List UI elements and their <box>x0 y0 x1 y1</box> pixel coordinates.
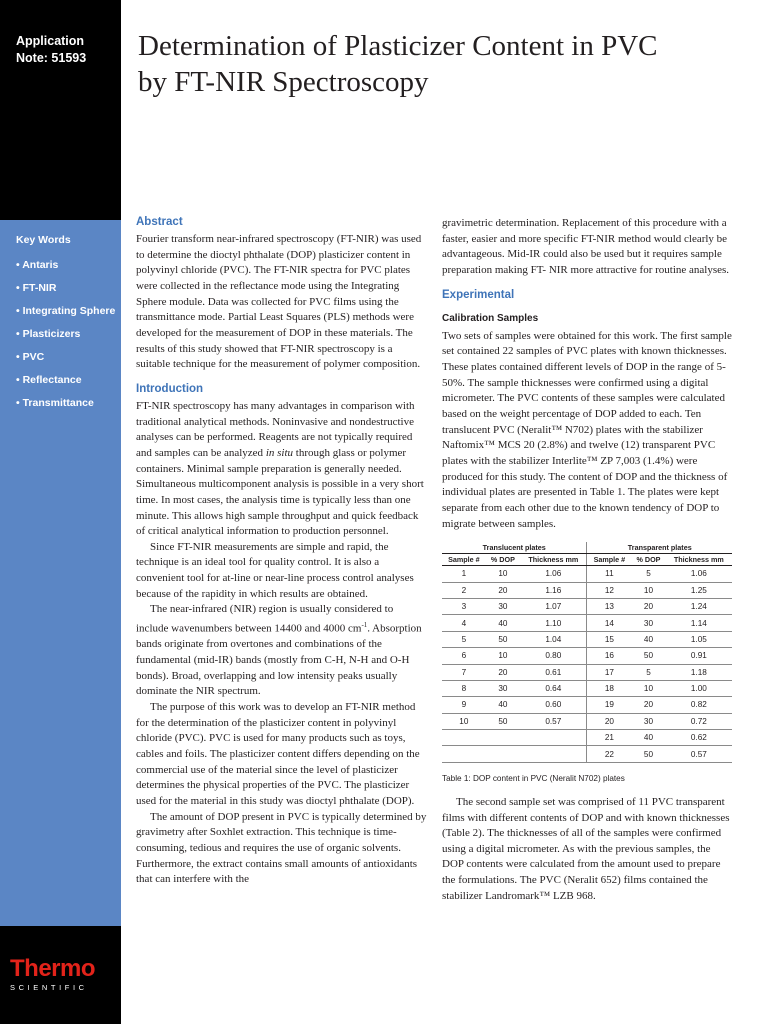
table-cell: 10 <box>486 566 520 582</box>
table-cell: 0.91 <box>666 648 732 664</box>
table-cell: 1.25 <box>666 582 732 598</box>
table-cell: 14 <box>587 615 631 631</box>
table-cell: 19 <box>587 697 631 713</box>
column-header: Sample # <box>442 554 486 566</box>
table-cell: 12 <box>587 582 631 598</box>
page-title <box>138 28 748 100</box>
table-cell: 40 <box>631 631 665 647</box>
column-header: % DOP <box>631 554 665 566</box>
table-cell: 9 <box>442 697 486 713</box>
abstract-text: Fourier transform near-infrared spectroscopy (FT-NIR) was used to determine the dioctyl phthalate (DOP) plasticizer content in polyvinyl chloride (PVC). The FT-NIR spectra for PVC plates were collected in the reflectance mode using the Integrating Sphere module. Data was collected for PVC films using the transmittance mode. Partial Least Squares (PLS) methods were developed for the measurement of DOP in these materials. The results of this study showed that FT-NIR spectroscopy is a suitable technique for the measurement of polymer composition. <box>136 233 422 371</box>
intro-paragraph-5: The amount of DOP present in PVC is typically determined by gravimetry after Soxhlet extraction. This technique is time-consuming, tedious and requires the use of organic solvents. Furthermore, the extract contains small amounts of antioxidants that can interfere with the <box>136 810 427 886</box>
table-cell: 50 <box>486 713 520 729</box>
table-row <box>442 713 732 729</box>
table-cell: 0.72 <box>666 713 732 729</box>
table-cell: 10 <box>631 582 665 598</box>
table-cell: 0.57 <box>666 746 732 762</box>
table-cell: 13 <box>587 598 631 614</box>
table-cell: 20 <box>631 697 665 713</box>
column-header: Thickness mm <box>666 554 732 566</box>
table-row <box>442 631 732 647</box>
table-cell: 2 <box>442 582 486 598</box>
table-row <box>442 664 732 680</box>
column-header: Thickness mm <box>520 554 587 566</box>
table-cell: 5 <box>631 566 665 582</box>
table-cell: 30 <box>486 680 520 696</box>
table-cell: 10 <box>442 713 486 729</box>
intro-paragraph-2: Since FT-NIR measurements are simple and rapid, the technique is an ideal tool for quality control. It is also a convenient tool for at-line or near-line process control analyses because of the rapidity in which results are obtained. <box>136 540 414 600</box>
thermo-scientific-logo <box>10 957 115 992</box>
table-cell: 10 <box>631 680 665 696</box>
app-note-number: Note: 51593 <box>16 51 87 65</box>
table-cell <box>486 746 520 762</box>
table-cell: 1.14 <box>666 615 732 631</box>
table-cell: 6 <box>442 648 486 664</box>
table-cell: 40 <box>486 615 520 631</box>
table-cell: 0.61 <box>520 664 587 680</box>
table-cell: 50 <box>631 648 665 664</box>
table-row <box>442 566 732 582</box>
app-note-line1: Application <box>16 34 85 48</box>
table-cell: 5 <box>442 631 486 647</box>
table-cell: 1.04 <box>520 631 587 647</box>
keyword-item: • Transmittance <box>16 397 94 409</box>
keyword-item: • Antaris <box>16 259 59 271</box>
calibration-samples-heading: Calibration Samples <box>442 312 539 324</box>
table-row <box>442 730 732 746</box>
table-row <box>442 746 732 762</box>
table-cell: 40 <box>486 697 520 713</box>
table-cell: 20 <box>631 598 665 614</box>
keywords-list <box>16 257 116 418</box>
keywords-title: Key Words <box>16 234 71 246</box>
keyword-item: • Plasticizers <box>16 328 81 340</box>
table-cell: 1.10 <box>520 615 587 631</box>
keyword-item: • Reflectance <box>16 374 82 386</box>
table-cell: 22 <box>587 746 631 762</box>
table-cell <box>442 746 486 762</box>
calibration-paragraph-1: Two sets of samples were obtained for this work. The first sample set contained 22 samples of PVC plates with known thicknesses. These plates contained different levels of DOP in the range of 5-50%. The sample thicknesses were confirmed using a digital micrometer. The PVC contents of these samples were calculated based on the weight percentage of DOP added to each. Ten translucent PVC (Neralit™ N702) plates with the stabilizer Naftomix™ MCS 20 (2.8%) and twelve (12) transparent PVC plates with the stabilizer Interlite™ ZP 7,003 (1.4%) were produced for this study. The content of DOP and the thickness of individual plates are presented in Table 1. The plates were kept separate from each other due to the known tendency of DOP to migrate between samples. <box>442 329 732 530</box>
table-cell: 30 <box>631 615 665 631</box>
intro-paragraph-1: FT-NIR spectroscopy has many advantages in comparison with traditional analytical methods. Noninvasive and nondestructive analyses can be performed. Reagents are not typically required and samples can be analyzed in situ through glass or polymer containers. Minimal sample preparation is generally needed. Simultaneous multicomponent analysis is possible in a very short time. In most cases, the analysis time is typically less than one minute. This allows high sample throughput and quick feedback of critical analytical information to production personnel. <box>136 399 424 538</box>
table-cell: 0.64 <box>520 680 587 696</box>
table-cell: 30 <box>486 598 520 614</box>
table-cell: 0.80 <box>520 648 587 664</box>
intro-paragraph-4: The purpose of this work was to develop an FT-NIR method for the determination of the plasticizer content in polyvinyl chloride (PVC). PVC is used for many products such as toys, cables and foils. The plasticizer content differs depending on the commercial use of the material since the level of plasticizer determines the physical properties of the PVC. The plasticizer used for the material in this study was dioctyl phthalate (DOP). <box>136 701 420 807</box>
table-cell <box>520 730 587 746</box>
table-cell: 11 <box>587 566 631 582</box>
table-cell: 50 <box>631 746 665 762</box>
table-cell: 1.16 <box>520 582 587 598</box>
table-cell <box>442 730 486 746</box>
table-cell: 1.05 <box>666 631 732 647</box>
experimental-heading: Experimental <box>442 288 515 301</box>
table-cell: 1.18 <box>666 664 732 680</box>
table-cell <box>520 746 587 762</box>
table-cell: 20 <box>486 582 520 598</box>
table-cell: 5 <box>631 664 665 680</box>
logo-wordmark: Thermo <box>10 955 96 982</box>
application-note-label <box>16 33 116 67</box>
dop-content-table <box>442 542 732 763</box>
right-column <box>442 216 734 904</box>
table-cell: 50 <box>486 631 520 647</box>
title-line-1: Determination of Plasticizer Content in PVC <box>138 30 658 62</box>
table-cell: 0.60 <box>520 697 587 713</box>
table-cell: 7 <box>442 664 486 680</box>
table-row <box>442 697 732 713</box>
left-column <box>136 216 428 888</box>
title-line-2: by FT-NIR Spectroscopy <box>138 66 429 98</box>
table-row <box>442 582 732 598</box>
keyword-item: • PVC <box>16 351 45 363</box>
table-cell: 20 <box>587 713 631 729</box>
column-header: Sample # <box>587 554 631 566</box>
table-cell: 0.62 <box>666 730 732 746</box>
table-cell: 16 <box>587 648 631 664</box>
table-cell: 1.06 <box>666 566 732 582</box>
table-cell: 1 <box>442 566 486 582</box>
table-cell: 17 <box>587 664 631 680</box>
table-cell <box>486 730 520 746</box>
table-cell: 15 <box>587 631 631 647</box>
table-cell: 0.82 <box>666 697 732 713</box>
calibration-paragraph-2: The second sample set was comprised of 11 PVC transparent films with different contents of DOP and with known thicknesses (Table 2). The thicknesses of all of the samples were confirmed using a digital micrometer. As with the previous samples, the DOP contents were calculated from the amount used to prepare the formulations. The PVC (Neralit 652) films contained the stabilizer Landromark™ LZB 968. <box>442 795 730 902</box>
table-cell: 4 <box>442 615 486 631</box>
logo-subtitle: SCIENTIFIC <box>10 983 88 992</box>
column-header: % DOP <box>486 554 520 566</box>
table-caption: Table 1: DOP content in PVC (Neralit N702) plates <box>442 773 625 783</box>
keyword-item: • FT-NIR <box>16 282 57 294</box>
table-cell: 18 <box>587 680 631 696</box>
table-cell: 1.07 <box>520 598 587 614</box>
table-cell: 20 <box>486 664 520 680</box>
intro-continuation: gravimetric determination. Replacement of this procedure with a faster, easier and more specific FT-NIR method would clearly be advantageous. Mid-IR could also be used but it requires sample preparation making FT- NIR more attractive for routine analyses. <box>442 217 730 276</box>
table-row <box>442 648 732 664</box>
table-row <box>442 615 732 631</box>
group-header-translucent: Translucent plates <box>442 542 587 554</box>
table-cell: 1.00 <box>666 680 732 696</box>
table-cell: 10 <box>486 648 520 664</box>
keyword-item: • Integrating Sphere <box>16 305 116 317</box>
introduction-heading: Introduction <box>136 382 204 395</box>
table-cell: 3 <box>442 598 486 614</box>
table-body <box>442 566 732 763</box>
table-cell: 1.06 <box>520 566 587 582</box>
table-cell: 30 <box>631 713 665 729</box>
table-cell: 1.24 <box>666 598 732 614</box>
table-row <box>442 598 732 614</box>
group-header-transparent: Transparent plates <box>587 542 732 554</box>
table-cell: 0.57 <box>520 713 587 729</box>
table-cell: 40 <box>631 730 665 746</box>
table-row <box>442 680 732 696</box>
table-cell: 8 <box>442 680 486 696</box>
intro-paragraph-3: The near-infrared (NIR) region is usually considered to include wavenumbers between 14400 and 4000 $cm^{-1}$. Absorption bands originate from overtones and combinations of the fundamental (mid-IR) bands (mostly from C-H, N-H and O-H bonds). Broad, overlapping and low intensity peaks usually dominate the NIR spectrum. <box>136 603 422 698</box>
table-cell: 21 <box>587 730 631 746</box>
abstract-heading: Abstract <box>136 216 183 228</box>
